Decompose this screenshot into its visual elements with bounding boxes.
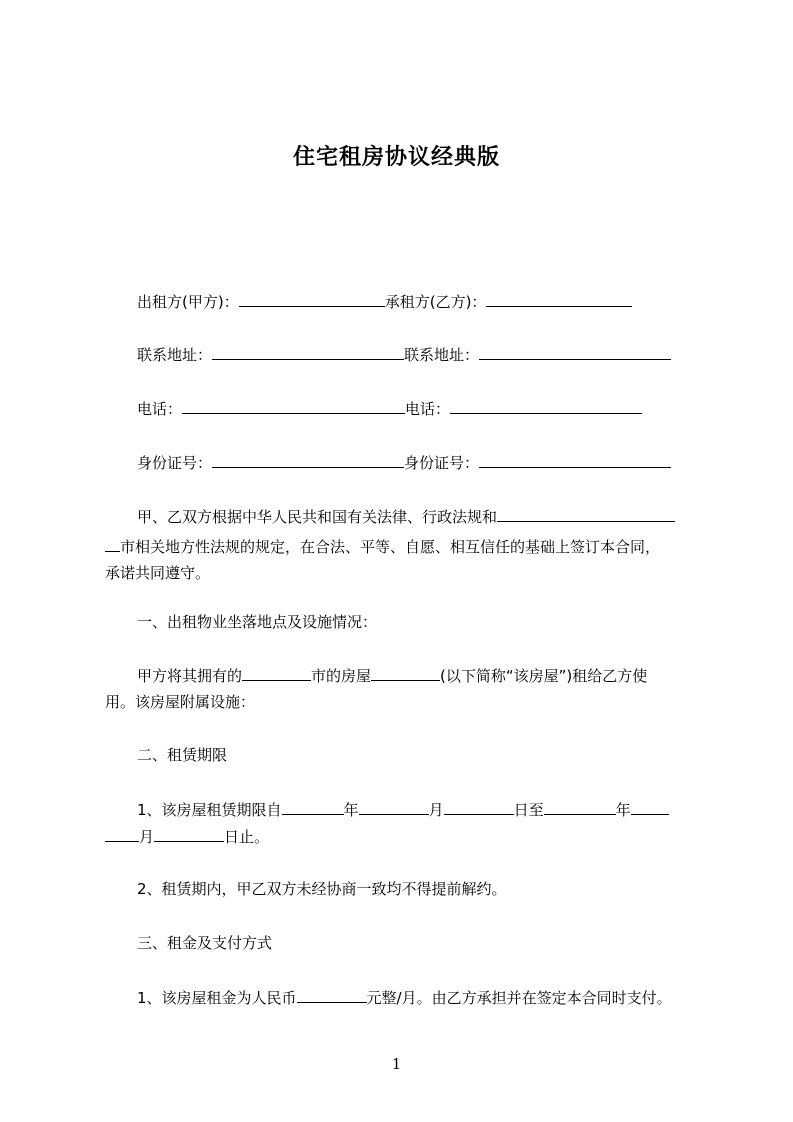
lessee-phone-label: 电话：	[405, 400, 451, 418]
start-year-blank[interactable]	[282, 799, 344, 815]
city-blank-continued[interactable]	[105, 536, 120, 552]
month-label-1: 月	[428, 801, 444, 819]
preamble-line-3	[105, 563, 210, 583]
section-2-item-2: 2、租赁期内，甲乙双方未经协商一致均不得提前解约。	[137, 880, 507, 898]
document-title: 住宅租房协议经典版	[292, 145, 500, 170]
end-month-blank-continued[interactable]	[105, 826, 139, 842]
party-row-names	[137, 291, 632, 312]
section-3-heading: 三、租金及支付方式	[137, 934, 273, 952]
lessor-address-blank[interactable]	[212, 344, 404, 360]
property-address-blank[interactable]	[371, 665, 440, 681]
preamble-text-2: 市相关地方性法规的规定，在合法、平等、自愿、相互信任的基础上签订本合同，	[120, 538, 661, 556]
lessor-address-label: 联系地址：	[137, 346, 213, 364]
section-2-heading: 二、租赁期限	[137, 746, 228, 764]
section-1-text-b: 市的房屋	[311, 667, 372, 685]
lessee-name-blank[interactable]	[486, 291, 632, 307]
lessor-id-label: 身份证号：	[137, 454, 213, 472]
preamble-line-2	[105, 536, 660, 557]
end-year-blank[interactable]	[544, 799, 616, 815]
lessee-label: 承租方(乙方)：	[384, 293, 487, 311]
section-3-item-1	[137, 987, 672, 1008]
end-month-blank[interactable]	[631, 799, 669, 815]
lessor-name-blank[interactable]	[239, 291, 385, 307]
rent-amount-blank[interactable]	[297, 987, 367, 1003]
section-1-line-1	[137, 665, 647, 686]
city-blank[interactable]	[497, 506, 675, 522]
preamble-text-1: 甲、乙双方根据中华人民共和国有关法律、行政法规和	[137, 508, 498, 526]
page-number: 1	[391, 1055, 402, 1073]
start-day-blank[interactable]	[444, 799, 514, 815]
rent-text-a: 1、该房屋租金为人民币	[137, 989, 297, 1007]
end-label: 日止。	[224, 828, 270, 846]
lessee-address-blank[interactable]	[479, 344, 671, 360]
preamble-line-1	[137, 506, 675, 527]
section-1-heading: 一、出租物业坐落地点及设施情况：	[137, 613, 378, 631]
lessee-phone-blank[interactable]	[450, 398, 642, 414]
lessee-address-label: 联系地址：	[404, 346, 480, 364]
year-label-2: 年	[615, 801, 631, 819]
property-city-blank[interactable]	[242, 665, 311, 681]
section-1-text-d: 用。该房屋附属设施：	[105, 693, 256, 711]
lessor-phone-blank[interactable]	[182, 398, 405, 414]
party-row-phone	[137, 398, 642, 419]
rent-text-b: 元整/月。由乙方承担并在签定本合同时支付。	[366, 989, 672, 1007]
section-1-line-2	[105, 692, 255, 712]
lessee-id-blank[interactable]	[479, 452, 671, 468]
section-2-item-1-line-1	[137, 799, 669, 820]
month-label-2: 月	[139, 828, 155, 846]
end-day-blank[interactable]	[154, 826, 224, 842]
section-1-text-a: 甲方将其拥有的	[137, 667, 243, 685]
section-2-item-1-line-2	[105, 826, 269, 847]
start-month-blank[interactable]	[359, 799, 429, 815]
lessor-phone-label: 电话：	[137, 400, 183, 418]
lessor-id-blank[interactable]	[212, 452, 404, 468]
party-row-address	[137, 344, 671, 365]
year-label-1: 年	[343, 801, 359, 819]
lessor-label: 出租方(甲方)：	[137, 293, 239, 311]
section-1-text-c: (以下简称“该房屋”)租给乙方使	[440, 667, 648, 685]
day-to-label: 日至	[513, 801, 544, 819]
lease-start-text: 1、该房屋租赁期限自	[137, 801, 282, 819]
party-row-id	[137, 452, 671, 473]
lessee-id-label: 身份证号：	[404, 454, 480, 472]
preamble-text-3: 承诺共同遵守。	[105, 564, 211, 582]
